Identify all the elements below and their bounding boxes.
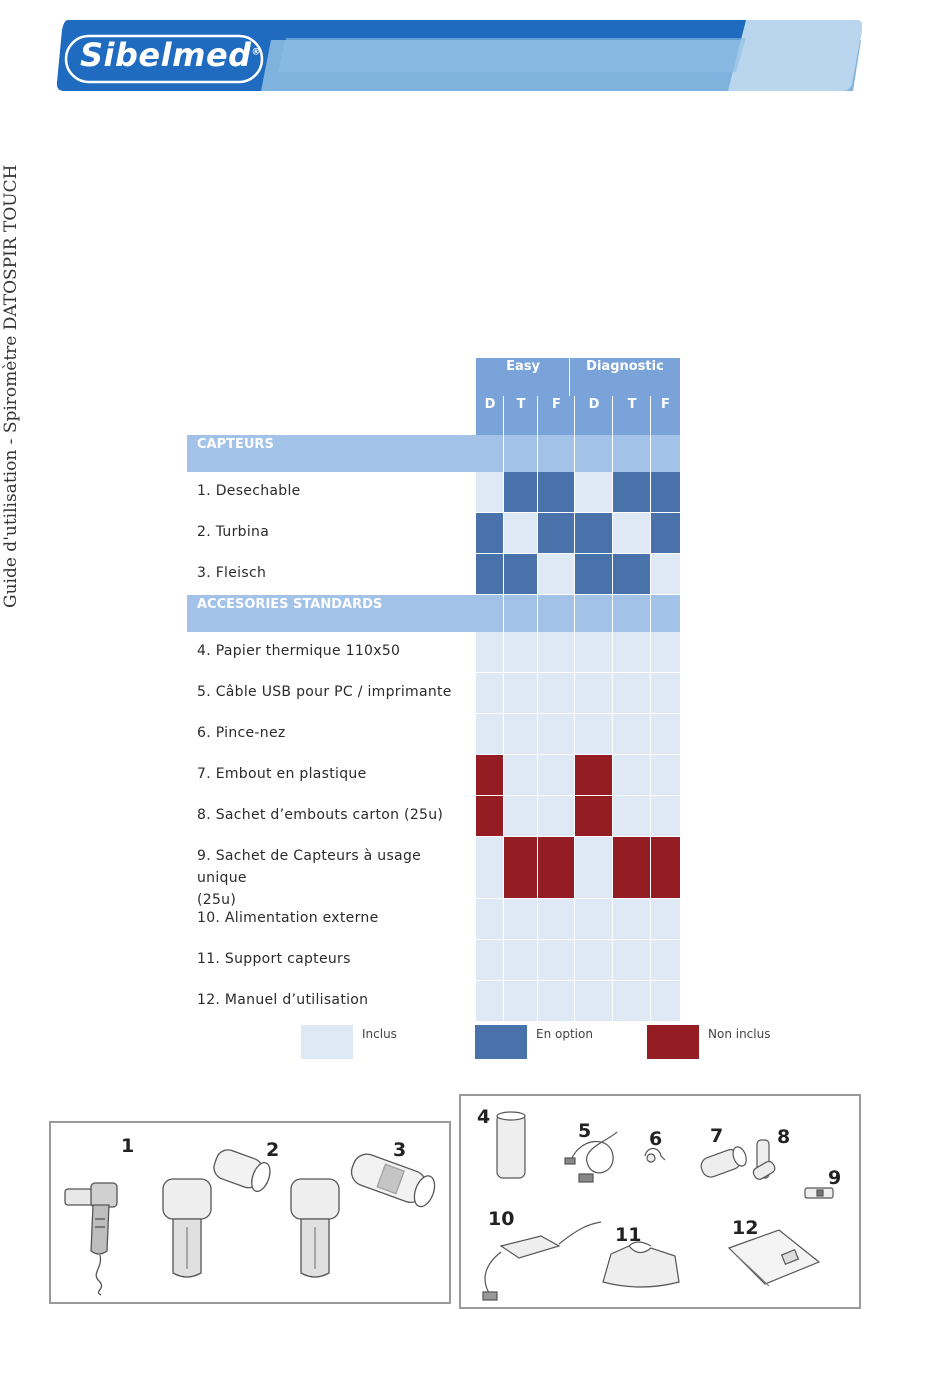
status-cell-inc	[651, 940, 680, 981]
status-cell-opt	[613, 554, 651, 595]
status-cell-inc	[476, 981, 504, 1022]
row-label-text-continued: (25u)	[197, 892, 237, 908]
column-separator	[537, 396, 538, 1022]
table-row-label	[187, 981, 476, 1022]
accessories-figure	[459, 1094, 861, 1309]
figure-number-3: 3	[393, 1139, 407, 1161]
status-cell-inc	[504, 755, 538, 796]
status-cell-opt	[575, 554, 613, 595]
row-label-text: 5. Câble USB pour PC / imprimante	[197, 684, 452, 700]
table-row-label	[187, 940, 476, 981]
status-cell-inc	[613, 714, 651, 755]
row-label-text: 2. Turbina	[197, 524, 270, 540]
status-cell-inc	[538, 940, 575, 981]
status-cell-inc	[651, 755, 680, 796]
subcolumn-header: D	[575, 396, 613, 435]
subcolumn-header: F	[651, 396, 680, 435]
status-cell-opt	[504, 554, 538, 595]
figure-number-9: 9	[828, 1167, 842, 1189]
figure-number-1: 1	[121, 1135, 135, 1157]
status-cell-inc	[575, 940, 613, 981]
table-row-label	[187, 899, 476, 940]
status-cell-inc	[575, 632, 613, 673]
status-cell-inc	[504, 714, 538, 755]
section-header: CAPTEURS	[187, 435, 680, 472]
status-cell-non	[575, 796, 613, 837]
logo-registered: ®	[251, 47, 262, 58]
figure-number-5: 5	[578, 1120, 592, 1142]
status-cell-inc	[651, 796, 680, 837]
status-cell-inc	[476, 673, 504, 714]
status-cell-non	[504, 837, 538, 899]
group-separator	[569, 358, 570, 396]
status-cell-inc	[504, 673, 538, 714]
figure-number-6: 6	[649, 1128, 663, 1150]
sensors-figure	[49, 1121, 451, 1304]
legend-swatch	[475, 1025, 527, 1059]
status-cell-inc	[538, 899, 575, 940]
subcolumn-header: T	[613, 396, 651, 435]
status-cell-inc	[538, 673, 575, 714]
row-label-text: 8. Sachet d’embouts carton (25u)	[197, 807, 444, 823]
row-label-text: 1. Desechable	[197, 483, 301, 499]
row-label-text: 12. Manuel d’utilisation	[197, 992, 369, 1008]
status-cell-opt	[575, 513, 613, 554]
sensors-illustration	[51, 1123, 449, 1302]
status-cell-inc	[476, 837, 504, 899]
row-label-text: 7. Embout en plastique	[197, 766, 367, 782]
legend-label: Non inclus	[708, 1027, 771, 1041]
legend-swatch	[301, 1025, 353, 1059]
status-cell-inc	[538, 981, 575, 1022]
legend-swatch	[647, 1025, 699, 1059]
status-cell-inc	[575, 837, 613, 899]
status-cell-inc	[651, 554, 680, 595]
legend-label: Inclus	[362, 1027, 397, 1041]
logo-name: Sibelmed	[80, 36, 252, 74]
brand-logo	[80, 36, 261, 74]
status-cell-inc	[538, 755, 575, 796]
row-label-text: 9. Sachet de Capteurs à usage unique	[197, 848, 422, 886]
status-cell-inc	[613, 673, 651, 714]
side-document-title: Guide d'utilisation - Spiromètre DATOSPIR TOUCH	[1, 164, 21, 608]
status-cell-inc	[476, 899, 504, 940]
column-group-easy: Easy	[476, 358, 570, 396]
status-cell-inc	[504, 981, 538, 1022]
status-cell-inc	[538, 632, 575, 673]
row-label-text: 3. Fleisch	[197, 565, 267, 581]
section-header: ACCESORIES STANDARDS	[187, 595, 680, 632]
column-group-diagnostic: Diagnostic	[570, 358, 680, 396]
status-cell-inc	[613, 940, 651, 981]
status-cell-inc	[538, 714, 575, 755]
status-cell-inc	[651, 673, 680, 714]
status-cell-inc	[651, 714, 680, 755]
status-cell-inc	[504, 513, 538, 554]
table-row-label	[187, 673, 476, 714]
status-cell-inc	[504, 632, 538, 673]
table-row-label	[187, 755, 476, 796]
legend-label: En option	[536, 1027, 593, 1041]
status-cell-opt	[613, 472, 651, 513]
status-cell-inc	[476, 632, 504, 673]
row-label-text: 4. Papier thermique 110x50	[197, 643, 401, 659]
column-separator	[650, 396, 651, 1022]
status-cell-inc	[651, 981, 680, 1022]
status-cell-inc	[538, 796, 575, 837]
status-cell-inc	[538, 554, 575, 595]
status-cell-inc	[575, 673, 613, 714]
column-separator	[574, 396, 575, 1022]
status-cell-inc	[476, 940, 504, 981]
status-cell-non	[538, 837, 575, 899]
status-cell-inc	[476, 714, 504, 755]
table-row-label	[187, 714, 476, 755]
column-separator	[503, 396, 504, 1022]
status-cell-inc	[651, 899, 680, 940]
status-cell-non	[651, 837, 680, 899]
table-row-label	[187, 796, 476, 837]
status-cell-opt	[476, 513, 504, 554]
subcolumn-header: F	[538, 396, 575, 435]
status-cell-inc	[613, 755, 651, 796]
status-cell-non	[575, 755, 613, 796]
status-cell-opt	[504, 472, 538, 513]
figure-number-10: 10	[488, 1208, 515, 1230]
status-cell-inc	[476, 472, 504, 513]
status-cell-inc	[575, 714, 613, 755]
row-label-text: 6. Pince-nez	[197, 725, 286, 741]
figure-number-4: 4	[477, 1106, 491, 1128]
table-row-label	[187, 632, 476, 673]
table-row-label	[187, 837, 476, 908]
status-cell-inc	[613, 632, 651, 673]
row-label-text: 10. Alimentation externe	[197, 910, 379, 926]
table-row-label	[187, 513, 476, 554]
figure-number-7: 7	[710, 1125, 724, 1147]
status-cell-inc	[575, 981, 613, 1022]
status-cell-inc	[504, 899, 538, 940]
status-cell-opt	[651, 472, 680, 513]
subcolumn-header: D	[476, 396, 504, 435]
figure-number-12: 12	[732, 1217, 759, 1239]
figure-number-2: 2	[266, 1139, 280, 1161]
row-label-text: 11. Support capteurs	[197, 951, 351, 967]
status-cell-inc	[504, 796, 538, 837]
status-cell-inc	[575, 899, 613, 940]
table-row-label	[187, 554, 476, 595]
status-cell-non	[476, 755, 504, 796]
status-cell-inc	[575, 472, 613, 513]
status-cell-inc	[613, 513, 651, 554]
status-cell-non	[613, 837, 651, 899]
figure-number-8: 8	[777, 1126, 791, 1148]
figure-number-11: 11	[615, 1224, 642, 1246]
status-cell-opt	[538, 513, 575, 554]
table-row-label	[187, 472, 476, 513]
status-cell-inc	[613, 899, 651, 940]
status-cell-inc	[504, 940, 538, 981]
status-cell-opt	[538, 472, 575, 513]
status-cell-inc	[613, 796, 651, 837]
status-cell-opt	[476, 554, 504, 595]
status-cell-inc	[651, 632, 680, 673]
subcolumn-header: T	[504, 396, 538, 435]
column-separator	[612, 396, 613, 1022]
status-cell-opt	[651, 513, 680, 554]
status-cell-non	[476, 796, 504, 837]
status-cell-inc	[613, 981, 651, 1022]
